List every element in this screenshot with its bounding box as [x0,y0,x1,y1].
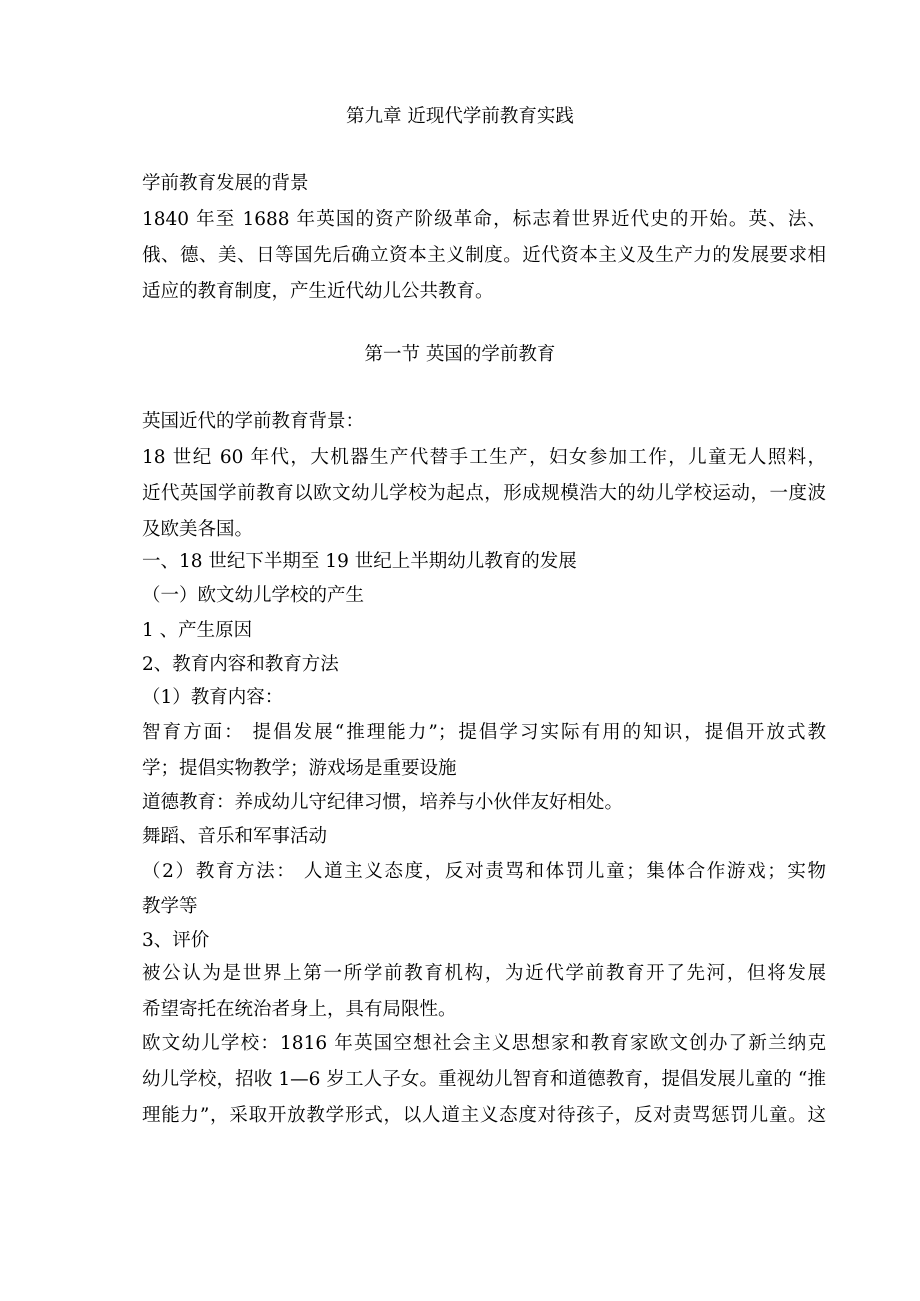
uk-background-line-1: 18 世纪 60 年代，大机器生产代替手工生产，妇女参加工作，儿童无人照料， [142,447,826,468]
section-title: 第一节 英国的学前教育 [364,344,556,365]
background-heading: 学前教育发展的背景 [142,173,309,194]
item-3-heading: 3、评价 [142,930,210,951]
evaluation-line-2: 希望寄托在统治者身上，具有局限性。 [142,999,457,1020]
item-2-heading: 2、教育内容和教育方法 [142,654,339,675]
intellectual-line-1: 智育方面： 提倡发展“推理能力”；提倡学习实际有用的知识，提倡开放式教 [142,722,826,743]
background-paragraph-line-1: 1840 年至 1688 年英国的资产阶级革命，标志着世界近代史的开始。英、法、 [142,209,826,230]
moral-education: 道德教育：养成幼儿守纪律习惯，培养与小伙伴友好相处。 [142,792,624,813]
subsection-one-heading: （一）欧文幼儿学校的产生 [142,585,365,606]
owen-school-line-3: 理能力”，采取开放教学形式，以人道主义态度对待孩子，反对责骂惩罚儿童。这 [142,1105,826,1126]
methods-line-1: （2）教育方法： 人道主义态度，反对责骂和体罚儿童；集体合作游戏；实物 [142,861,826,882]
background-paragraph-line-3: 适应的教育制度，产生近代幼儿公共教育。 [142,281,494,302]
arts-activities: 舞蹈、音乐和军事活动 [142,826,328,847]
owen-school-line-1: 欧文幼儿学校：1816 年英国空想社会主义思想家和教育家欧文创办了新兰纳克 [142,1033,826,1054]
methods-line-2: 教学等 [142,896,198,917]
part-one-heading: 一、18 世纪下半期至 19 世纪上半期幼儿教育的发展 [142,551,577,572]
item-1-heading: 1 、产生原因 [142,620,253,641]
background-paragraph-line-2: 俄、德、美、日等国先后确立资本主义制度。近代资本主义及生产力的发展要求相 [142,245,826,266]
uk-background-line-3: 及欧美各国。 [142,519,254,540]
evaluation-line-1: 被公认为是世界上第一所学前教育机构，为近代学前教育开了先河，但将发展 [142,963,826,984]
intellectual-line-2: 学；提倡实物教学；游戏场是重要设施 [142,758,457,779]
chapter-title: 第九章 近现代学前教育实践 [346,106,574,127]
item-2-1-heading: （1）教育内容： [142,687,284,708]
uk-background-line-2: 近代英国学前教育以欧文幼儿学校为起点，形成规模浩大的幼儿学校运动，一度波 [142,483,826,504]
uk-background-heading: 英国近代的学前教育背景： [142,411,365,432]
owen-school-line-2: 幼儿学校，招收 1—6 岁工人子女。重视幼儿智育和道德教育，提倡发展儿童的 “推 [142,1069,826,1090]
